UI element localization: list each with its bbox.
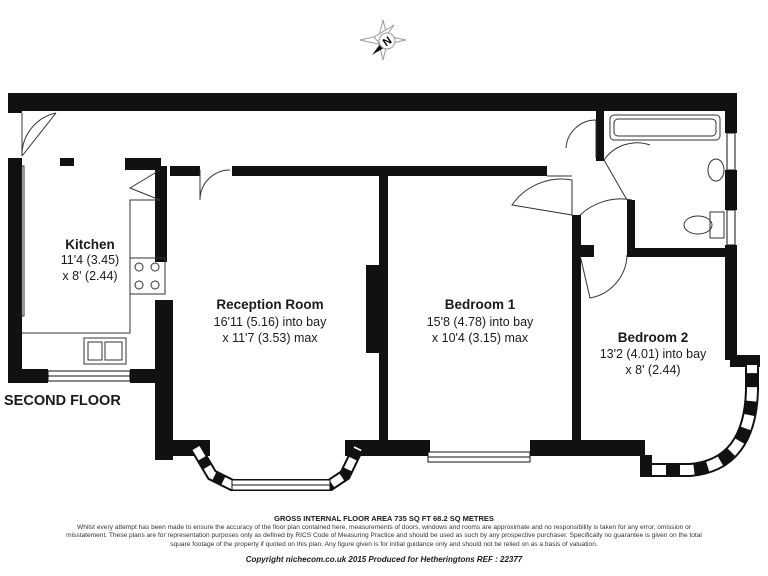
room-name-reception: Reception Room: [216, 297, 324, 312]
room-dim-bedroom-2-1: 13'2 (4.01) into bay: [599, 347, 707, 361]
gross-area: GROSS INTERNAL FLOOR AREA 735 SQ FT 68.2 SQ METRES: [274, 514, 494, 523]
room-name-bedroom-2: Bedroom 2: [617, 330, 689, 345]
room-dim-bedroom-1-2: x 10'4 (3.15) max: [431, 331, 529, 345]
window-kitchen: [48, 371, 130, 381]
window-bedroom-1: [428, 452, 530, 462]
room-dim-bedroom-2-2: x 8' (2.44): [625, 363, 681, 377]
walls: [8, 93, 760, 477]
compass-icon: [360, 20, 406, 60]
copyright: Copyright nichecom.co.uk 2015 Produced for Hetheringtons REF : 22377: [245, 555, 523, 564]
interior-lines: [547, 160, 627, 200]
room-dim-reception-1: 16'11 (5.16) into bay: [213, 315, 327, 329]
room-dim-kitchen-1: 11'4 (3.45): [60, 253, 120, 267]
room-name-bedroom-1: Bedroom 1: [444, 297, 516, 312]
disclaimer: Whilst every attempt has been made to ensure the accuracy of the floor plan contained here, measurements of doors, windows and rooms are approximate and no responsibility is taken for any error, omission or misstatement. These plans are for representation purposes only as defined by RICS Code of Measuring Practice and should be used as such by any prospective purchaser. Specifically no guarantee is given on the total square footage of the property if quoted on this plan. Any figure given is for initial guidance only and should not be relied on as a basis of valuation.: [66, 524, 702, 548]
room-name-kitchen: Kitchen: [65, 237, 115, 252]
bay-window-bedroom-2: [652, 365, 752, 470]
room-dim-bedroom-1-1: 15'8 (4.78) into bay: [426, 315, 534, 329]
floor-label: SECOND FLOOR: [4, 393, 121, 409]
room-dim-reception-2: x 11'7 (3.53) max: [222, 331, 318, 345]
room-dim-kitchen-2: x 8' (2.44): [62, 269, 118, 283]
compass-north-label: N: [380, 34, 395, 50]
bay-window-reception: [196, 448, 358, 490]
